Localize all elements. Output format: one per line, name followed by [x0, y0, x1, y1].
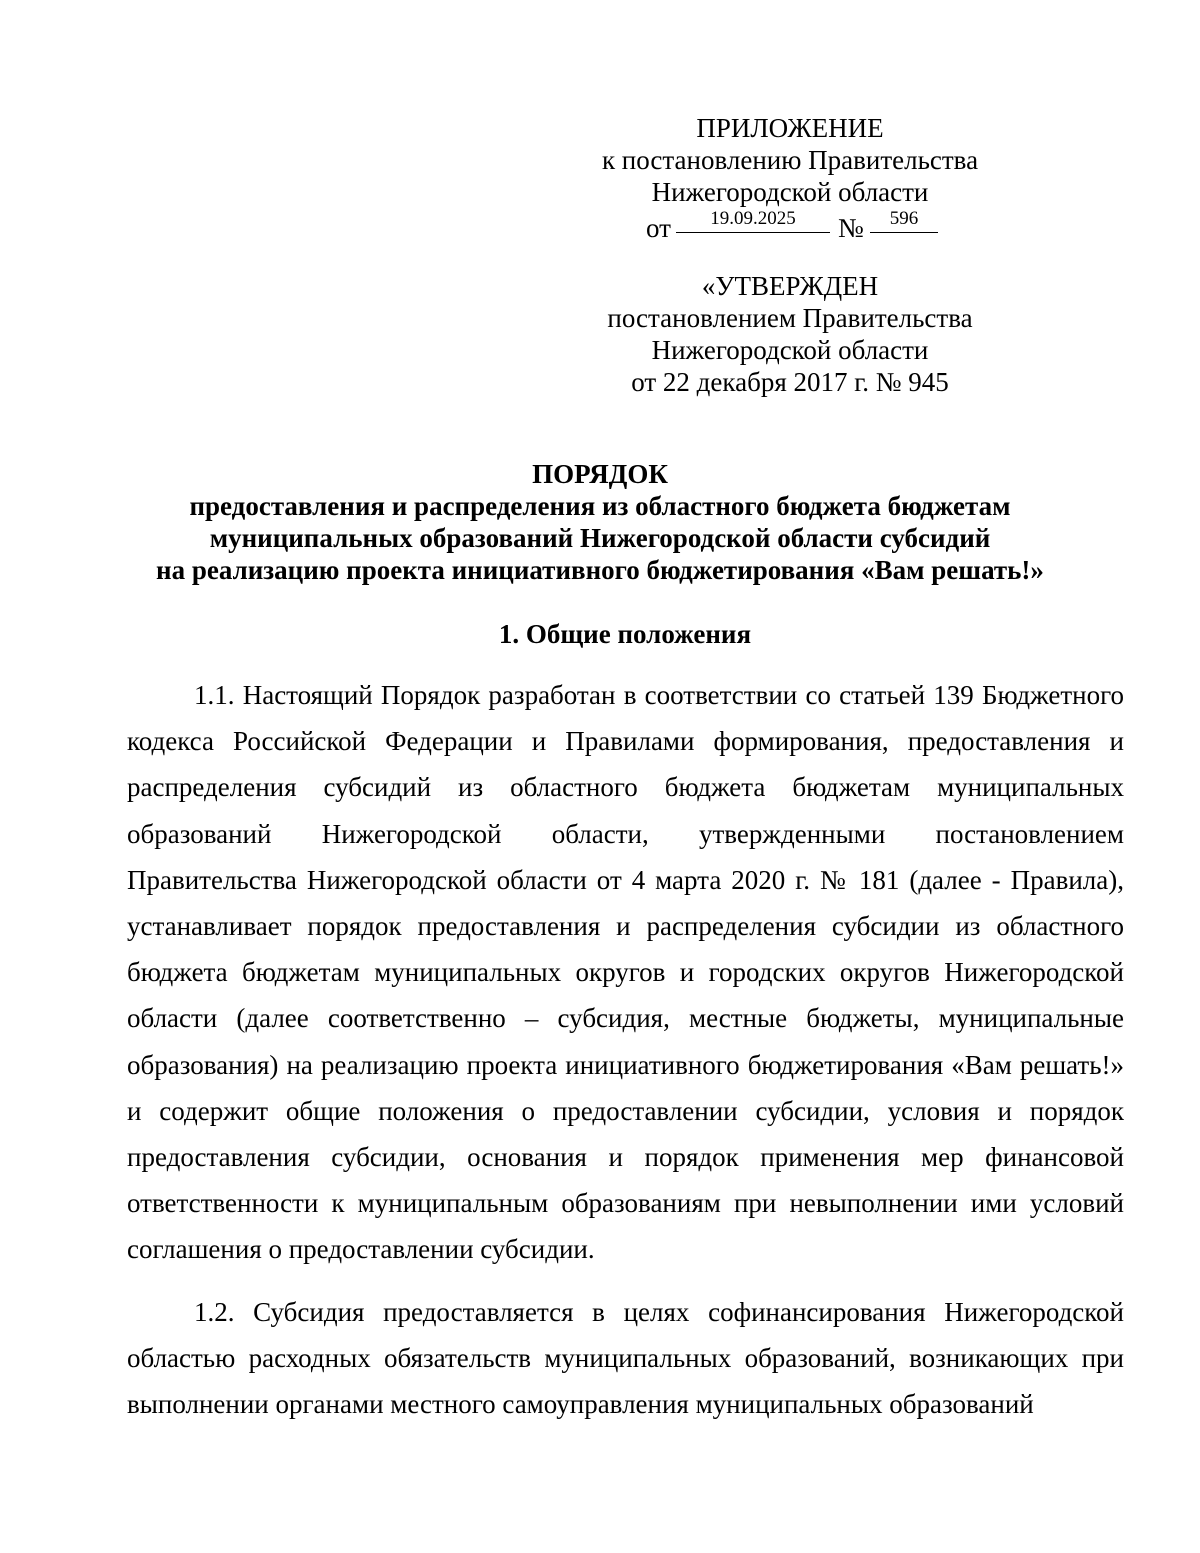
resolution-date-line	[580, 208, 1000, 243]
appendix-title: ПРИЛОЖЕНИЕ	[696, 113, 884, 143]
appendix-reference: к постановлению Правительства	[601, 145, 979, 175]
section-heading: 1. Общие положения	[498, 619, 752, 649]
resolution-date: 19.09.2025	[676, 208, 830, 233]
title-line-3: на реализацию проекта инициативного бюджетирования «Вам решать!»	[156, 555, 1044, 585]
approval-reference: постановлением Правительства	[607, 303, 973, 333]
date-prefix: от	[646, 213, 671, 243]
number-sign: №	[838, 213, 864, 243]
paragraph-text: 1.1. Настоящий Порядок разработан в соответствии со статьей 139 Бюджетного кодекса Российской Федерации и Правилами формирования, предоставления и распределения субсидий из областного бюджета бюджетам муниципальных образований Нижегородской области, утвержденными постановлением Правительства Нижегородской области от 4 марта 2020 г. № 181 (далее - Правила), устанавливает порядок предоставления и распределения субсидии из областного бюджета бюджетам муниципальных округов и городских округов Нижегородской области (далее соответственно – субсидия, местные бюджеты, муниципальные образования) на реализацию проекта инициативного бюджетирования «Вам решать!» и содержит общие положения о предоставлении субсидии, условия и порядок предоставления субсидии, основания и порядок применения мер финансовой ответственности к муниципальным образованиям при невыполнении ими условий соглашения о предоставлении субсидии.	[127, 680, 1124, 1265]
approval-date: от 22 декабря 2017 г. № 945	[631, 367, 949, 397]
paragraph-1-2	[127, 1289, 1124, 1428]
document-title	[100, 458, 1100, 586]
appendix-region: Нижегородской области	[651, 177, 929, 207]
title-line-2: муниципальных образований Нижегородской области субсидий	[209, 523, 991, 553]
appendix-block	[580, 112, 1000, 243]
approval-region: Нижегородской области	[651, 335, 929, 365]
title-main: ПОРЯДОК	[532, 459, 668, 489]
approval-block	[580, 270, 1000, 398]
approval-title: «УТВЕРЖДЕН	[701, 271, 879, 301]
paragraph-text: 1.2. Субсидия предоставляется в целях софинансирования Нижегородской областью расходных обязательств муниципальных образований, возникающих при выполнении органами местного самоуправления муниципальных образований	[127, 1297, 1124, 1420]
paragraph-1-1	[127, 672, 1124, 1273]
title-line-1: предоставления и распределения из областного бюджета бюджетам	[189, 491, 1011, 521]
resolution-number: 596	[870, 208, 938, 233]
